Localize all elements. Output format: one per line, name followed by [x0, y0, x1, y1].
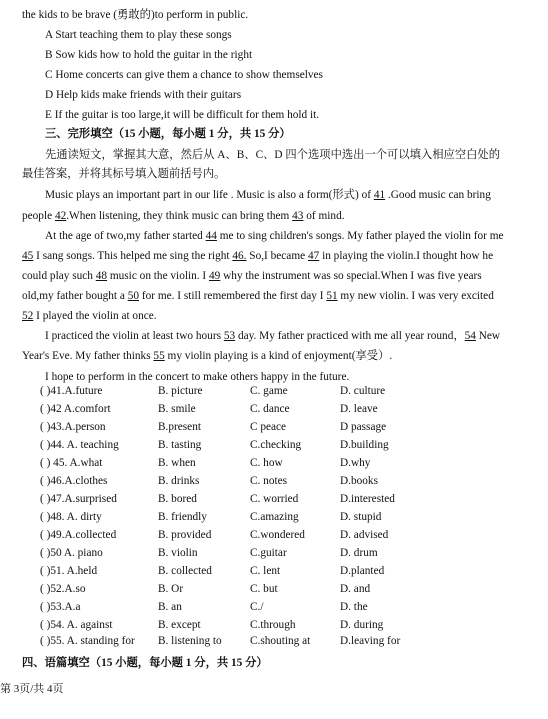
statement-e: E If the guitar is too large,it will be difficult for them hold it. [45, 109, 320, 121]
passage-text: I played the violin at once. [33, 310, 157, 322]
option-a: ( )52.A.so [40, 583, 86, 595]
statement-a: A Start teaching them to play these songs [45, 29, 232, 41]
passage-text: me to sing children's songs. My father played the violin for me [216, 230, 504, 242]
blank-49: 49 [209, 270, 221, 282]
passage-text: .Good music can bring [385, 189, 491, 201]
passage-text: So,I became [246, 250, 308, 262]
option-a: ( )42 A.comfort [40, 403, 111, 415]
passage-text: why the instrument was so special.When I was five years [220, 270, 482, 282]
passage-text: for me. I still remembered the first day I [139, 290, 327, 302]
section3-instructions-2: 最佳答案，并将其标号填入题前括号内。 [22, 168, 226, 180]
option-d: D.why [340, 457, 371, 469]
option-a: ( )41.A.future [40, 385, 103, 397]
passage-text: music on the violin. I [107, 270, 210, 282]
blank-53: 53 [223, 330, 236, 342]
option-a: ( )47.A.surprised [40, 493, 117, 505]
option-a: ( )48. A. dirty [40, 511, 102, 523]
option-b: B. except [158, 619, 201, 631]
passage-text: my violin playing is a kind of enjoyment(享受）. [164, 350, 393, 362]
blank-46: 46. [232, 250, 247, 262]
section3-instructions-1: 先通读短文，掌握其大意，然后从 A、B、C、D 四个选项中选出一个可以填入相应空白处的 [45, 149, 501, 161]
passage-text: I sang songs. This helped me sing the right [33, 250, 233, 262]
passage-text: my new violin. I was very excited [337, 290, 494, 302]
option-a: ( )55. A. standing for [40, 635, 135, 647]
passage-text: New [475, 330, 501, 342]
option-c: C. game [250, 385, 288, 397]
blank-45: 45 [22, 250, 34, 262]
blank-54: 54 [464, 330, 476, 342]
option-d: D. and [340, 583, 371, 595]
passage-p2-line3 [22, 269, 482, 283]
statement-d: D Help kids make friends with their guitars [45, 89, 242, 101]
passage-text: of mind. [303, 210, 345, 222]
option-a: ( )46.A.clothes [40, 475, 108, 487]
option-c: C.amazing [250, 511, 299, 523]
option-a: ( )51. A.held [40, 565, 98, 577]
option-c: C peace [250, 421, 287, 433]
option-b: B. tasting [158, 439, 202, 451]
passage-p2-line4 [22, 289, 494, 303]
option-b: B. picture [158, 385, 203, 397]
passage-text: I practiced the violin at least two hours [45, 330, 224, 342]
passage-p2-line5 [22, 309, 157, 323]
option-c: C. worried [250, 493, 299, 505]
blank-51: 51 [326, 290, 338, 302]
blank-55: 55 [153, 350, 165, 362]
option-d: D. drum [340, 547, 378, 559]
passage-p1-line2 [22, 209, 345, 223]
option-d: D. advised [340, 529, 389, 541]
option-d: D. culture [340, 385, 386, 397]
intro-line: the kids to be brave (勇敢的)to perform in public. [22, 9, 249, 21]
option-c: C. notes [250, 475, 288, 487]
option-b: B. an [158, 601, 182, 613]
option-d: D. stupid [340, 511, 382, 523]
blank-41: 41 [373, 189, 386, 201]
passage-text: in playing the violin.I thought how he [319, 250, 494, 262]
option-d: D.building [340, 439, 389, 451]
blank-52: 52 [22, 310, 34, 322]
passage-p3-line2 [22, 349, 392, 363]
blank-50: 50 [127, 290, 140, 302]
passage-p3-line1 [45, 329, 500, 343]
option-d: D.planted [340, 565, 385, 577]
blank-47: 47 [307, 250, 320, 262]
passage-p2-line1 [45, 229, 504, 243]
option-a: ( )54. A. against [40, 619, 113, 631]
option-c: C. how [250, 457, 283, 469]
statement-b: B Sow kids how to hold the guitar in the right [45, 49, 253, 61]
passage-p1-line1 [45, 188, 491, 202]
option-d: D.leaving for [340, 635, 401, 647]
option-b: B. friendly [158, 511, 207, 523]
passage-text: day. My father practiced with me all year round， [235, 330, 465, 342]
option-a: ( )43.A.person [40, 421, 106, 433]
option-d: D passage [340, 421, 387, 433]
passage-p4: I hope to perform in the concert to make others happy in the future. [45, 371, 350, 383]
option-b: B. collected [158, 565, 212, 577]
option-a: ( ) 45. A.what [40, 457, 103, 469]
blank-44: 44 [205, 230, 217, 242]
option-b: B. bored [158, 493, 197, 505]
blank-42: 42 [54, 210, 67, 222]
option-c: C. lent [250, 565, 281, 577]
blank-43: 43 [292, 210, 304, 222]
option-b: B. smile [158, 403, 196, 415]
section4-title: 四、语篇填空（15 小题，每小题 1 分，共 15 分） [22, 657, 268, 669]
passage-text: .When listening, they think music can bring them [66, 210, 293, 222]
option-d: D.books [340, 475, 378, 487]
option-d: D. during [340, 619, 384, 631]
option-c: C.checking [250, 439, 302, 451]
option-b: B. listening to [158, 635, 222, 647]
blank-48: 48 [95, 270, 108, 282]
passage-text: Music plays an important part in our life . Music is also a form(形式) of [45, 189, 374, 201]
option-b: B. when [158, 457, 196, 469]
statement-c: C Home concerts can give them a chance to show themselves [45, 69, 323, 81]
section3-title: 三、完形填空（15 小题，每小题 1 分，共 15 分） [45, 128, 291, 140]
passage-text: people [22, 210, 55, 222]
option-c: C.shouting at [250, 635, 311, 647]
option-b: B. drinks [158, 475, 200, 487]
passage-text: At the age of two,my father started [45, 230, 206, 242]
option-c: C./ [250, 601, 264, 613]
option-d: D.interested [340, 493, 395, 505]
passage-p2-line2 [22, 249, 493, 263]
option-a: ( )44. A. teaching [40, 439, 119, 451]
passage-text: Year's Eve. My father thinks [22, 350, 154, 362]
option-a: ( )53.A.a [40, 601, 81, 613]
option-c: C.guitar [250, 547, 287, 559]
page-footer: 第 3页/共 4页 [0, 683, 64, 695]
option-b: B. violin [158, 547, 198, 559]
passage-text: old,my father bought a [22, 290, 128, 302]
option-b: B. Or [158, 583, 184, 595]
option-c: C.through [250, 619, 296, 631]
option-c: C.wondered [250, 529, 305, 541]
option-b: B.present [158, 421, 201, 433]
option-c: C. dance [250, 403, 290, 415]
option-a: ( )50 A. piano [40, 547, 103, 559]
option-d: D. the [340, 601, 368, 613]
option-c: C. but [250, 583, 278, 595]
option-b: B. provided [158, 529, 212, 541]
option-a: ( )49.A.collected [40, 529, 117, 541]
option-d: D. leave [340, 403, 378, 415]
passage-text: could play such [22, 270, 96, 282]
